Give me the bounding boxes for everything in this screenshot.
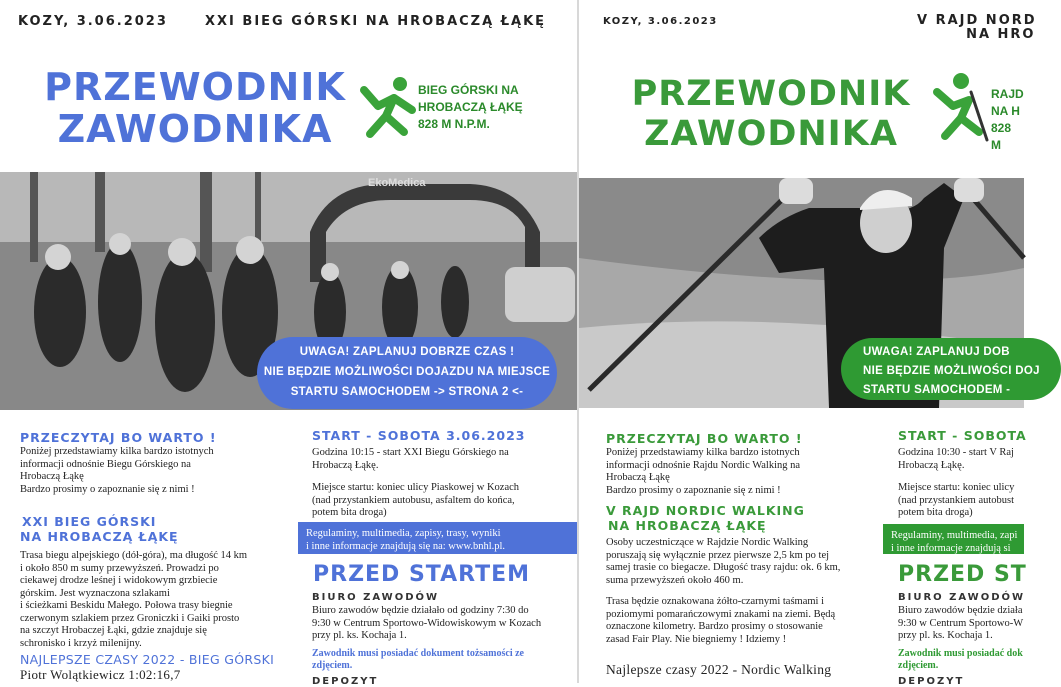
office-line: przy pl. ks. Kochaja 1. (312, 630, 407, 641)
nordic-walker-logo-icon (931, 72, 993, 142)
race-line: i ścieżkami Beskidu Małego. Połowa trasy biegnie (20, 600, 233, 611)
office-heading: BIURO ZAWODÓW (312, 592, 440, 603)
race-line: górskim. Jest wyznaczona szlakami (20, 587, 170, 599)
read-text-line: Poniżej przedstawiamy kilka bardzo istotnych (606, 447, 800, 458)
race-heading-line1: V RAJD NORDIC WALKING (606, 503, 805, 518)
start-line: Godzina 10:15 - start XXI Biegu Górskiego na (312, 447, 509, 458)
read-heading: PRZECZYTAJ BO WARTO ! (606, 431, 803, 446)
event-title (917, 14, 1037, 42)
band-line[interactable]: i inne informacje znajdują się na: www.bnhl.pl. (306, 541, 506, 552)
start-heading: START - SOBOTA (898, 428, 1027, 443)
start-line: Godzina 10:30 - start V Raj (898, 447, 1014, 458)
place-line: Miejsce startu: koniec ulicy (898, 482, 1015, 493)
race-line: i około 850 m sumy przewyższeń. Prowadzi po (20, 562, 219, 574)
notice-line1: UWAGA! ZAPLANUJ DOBRZE CZAS ! (299, 346, 515, 358)
marking-line: poziomymi pomarańczowymi znakami na ziemi. Będą (606, 608, 836, 620)
read-text-line: Poniżej przedstawiamy kilka bardzo istotnych (20, 446, 214, 457)
id-note-line: zdjęciem. (312, 660, 353, 671)
band-line: Regulaminy, multimedia, zapisy, trasy, wyniki (306, 528, 501, 539)
event-title: XXI BIEG GÓRSKI NA HROBACZĄ ŁĄKĘ (205, 14, 547, 29)
race-heading-line2: NA HROBACZĄ ŁĄKĘ (20, 529, 179, 544)
read-text-line: Bardzo prosimy o zapoznanie się z nimi ! (606, 484, 781, 496)
guide-title (621, 74, 921, 154)
start-place-text (898, 482, 1028, 520)
read-text (606, 447, 876, 497)
logo-caption-line1: BIEG GÓRSKI NA (418, 83, 519, 97)
start-place-text (312, 482, 572, 520)
start-line: Hrobaczą Łąkę. (898, 459, 965, 471)
guide-title-line1: PRZEWODNIK (44, 65, 346, 109)
best-times-heading: Najlepsze czasy 2022 - Nordic Walking (606, 662, 832, 677)
start-heading: START - SOBOTA 3.06.2023 (312, 428, 526, 443)
office-line: Biuro zawodów będzie działa (898, 605, 1023, 616)
race-description (20, 550, 300, 650)
warning-notice (841, 338, 1061, 400)
race-line: schronisko i krzyż milenijny. (20, 637, 142, 649)
office-text (312, 605, 572, 643)
info-band (298, 522, 577, 554)
race-description (606, 537, 886, 587)
place-line: Miejsce startu: koniec ulicy Piaskowej w Kozach (312, 482, 520, 493)
notice-line2: NIE BĘDZIE MOŻLIWOŚCI DOJ (863, 365, 1040, 377)
logo-caption-line1: RAJD (991, 87, 1024, 101)
notice-line3: STARTU SAMOCHODEM -> STRONA 2 <- (290, 386, 524, 398)
logo-caption-line2: HROBACZĄ ŁĄKĘ (418, 100, 523, 114)
marking-description (606, 596, 886, 646)
id-note (312, 648, 572, 672)
id-note-line: Zawodnik musi posiadać dok (898, 648, 1023, 659)
race-line: Osoby uczestniczące w Rajdzie Nordic Walking (606, 537, 809, 548)
start-line: Hrobaczą Łąkę. (312, 459, 379, 471)
runner-logo-icon (360, 76, 420, 142)
race-heading (606, 503, 805, 533)
race-line: poruszają się wyłącznie przez pierwsze 2,5 km po tej (606, 549, 830, 561)
notice-line2: NIE BĘDZIE MOŻLIWOŚCI DOJAZDU NA MIEJSCE (263, 366, 551, 378)
read-text-line: informacji odnośnie Biegu Górskiego na (20, 458, 191, 470)
band-line: Regulaminy, multimedia, zapi (891, 530, 1018, 541)
read-text-line: Hrobaczą Łąkę (20, 471, 84, 482)
event-title-line1: V RAJD NORD (917, 13, 1037, 28)
best-time-entry: Piotr Wolątkiewicz 1:02:16,7 (20, 667, 181, 682)
guide-title-line2: ZAWODNIKA (57, 107, 333, 151)
read-text-line: Bardzo prosimy o zapoznanie się z nimi ! (20, 483, 195, 495)
marking-line: oznaczone kilometry. Bardzo prosimy o stosowanie (606, 621, 823, 632)
before-start-heading: PRZED ST (898, 562, 1027, 587)
id-note-line: zdjęciem. (898, 660, 939, 671)
office-text (898, 605, 1028, 643)
before-start-heading: PRZED STARTEM (313, 562, 531, 587)
id-note (898, 648, 1023, 672)
guide-title (30, 66, 360, 150)
deposit-heading: DEPOZYT (312, 676, 379, 687)
banner-brand-text: EkoMedica (368, 177, 426, 189)
race-line: na szczyt Hrobaczej Łąki, gdzie znajduje się (20, 625, 207, 636)
read-text (20, 446, 290, 496)
event-title-line2: NA HRO (966, 27, 1036, 42)
marking-line: Trasa będzie oznakowana żółto-czarnymi taśmami i (606, 596, 824, 607)
read-text-line: informacji odnośnie Rajdu Nordic Walking na (606, 459, 801, 471)
warning-notice (257, 337, 557, 409)
deposit-heading: DEPOZYT (898, 676, 965, 687)
office-line: przy pl. ks. Kochaja 1. (898, 630, 993, 641)
race-heading (20, 514, 179, 544)
race-heading-line2: NA HROBACZĄ ŁĄKĘ (608, 518, 767, 533)
logo-caption (418, 82, 523, 133)
logo-caption-line3: 828 M N.P.M. (418, 117, 490, 131)
place-line: (nad przystankiem autobusu, asfaltem do końca, (312, 494, 515, 506)
race-line: samej trasie co biegacze. Długość trasy rajdu: ok. 6 km, (606, 562, 841, 573)
office-heading: BIURO ZAWODÓW (898, 592, 1026, 603)
best-times-heading: NAJLEPSZE CZASY 2022 - BIEG GÓRSKI (20, 652, 275, 667)
logo-caption (991, 86, 1024, 154)
id-note-line: Zawodnik musi posiadać dokument tożsamości ze (312, 648, 524, 659)
event-date: KOZY, 3.06.2023 (18, 14, 168, 29)
read-text-line: Hrobaczą Łąkę (606, 472, 670, 483)
race-line: ciekawej drodze leśnej i widokowym grzbiecie (20, 575, 218, 586)
place-line: potem bita droga) (312, 507, 387, 518)
info-band (883, 524, 1024, 554)
event-date: KOZY, 3.06.2023 (603, 16, 718, 27)
notice-line1: UWAGA! ZAPLANUJ DOB (863, 346, 1010, 358)
race-line: suma przewyższeń około 460 m. (606, 574, 744, 586)
read-heading: PRZECZYTAJ BO WARTO ! (20, 430, 217, 445)
marking-line: zasad Fair Play. Nie biegniemy ! Idziemy ! (606, 633, 787, 645)
place-line: (nad przystankiem autobust (898, 494, 1015, 506)
place-line: potem bita droga) (898, 507, 973, 518)
race-line: Trasa biegu alpejskiego (dół-góra), ma długość 14 km (20, 550, 248, 561)
office-line: 9:30 w Centrum Sportowo-Widowiskowym w Kozach (312, 617, 542, 629)
start-text (312, 447, 572, 472)
guide-title-line2: ZAWODNIKA (644, 114, 898, 154)
office-line: 9:30 w Centrum Sportowo-W (898, 617, 1024, 629)
right-guide-page (579, 0, 1040, 687)
race-line: czerwonym szlakiem przez Groniczki i Gaiki prosto (20, 612, 240, 624)
logo-caption-line3: 828 M (991, 121, 1012, 152)
guide-title-line1: PRZEWODNIK (631, 74, 911, 114)
start-text (898, 447, 1028, 472)
band-line: i inne informacje znajdują si (891, 543, 1011, 554)
race-heading-line1: XXI BIEG GÓRSKI (22, 514, 157, 529)
notice-line3: STARTU SAMOCHODEM - (863, 384, 1011, 396)
office-line: Biuro zawodów będzie działało od godziny 7:30 do (312, 605, 529, 616)
logo-caption-line2: NA H (991, 104, 1020, 118)
